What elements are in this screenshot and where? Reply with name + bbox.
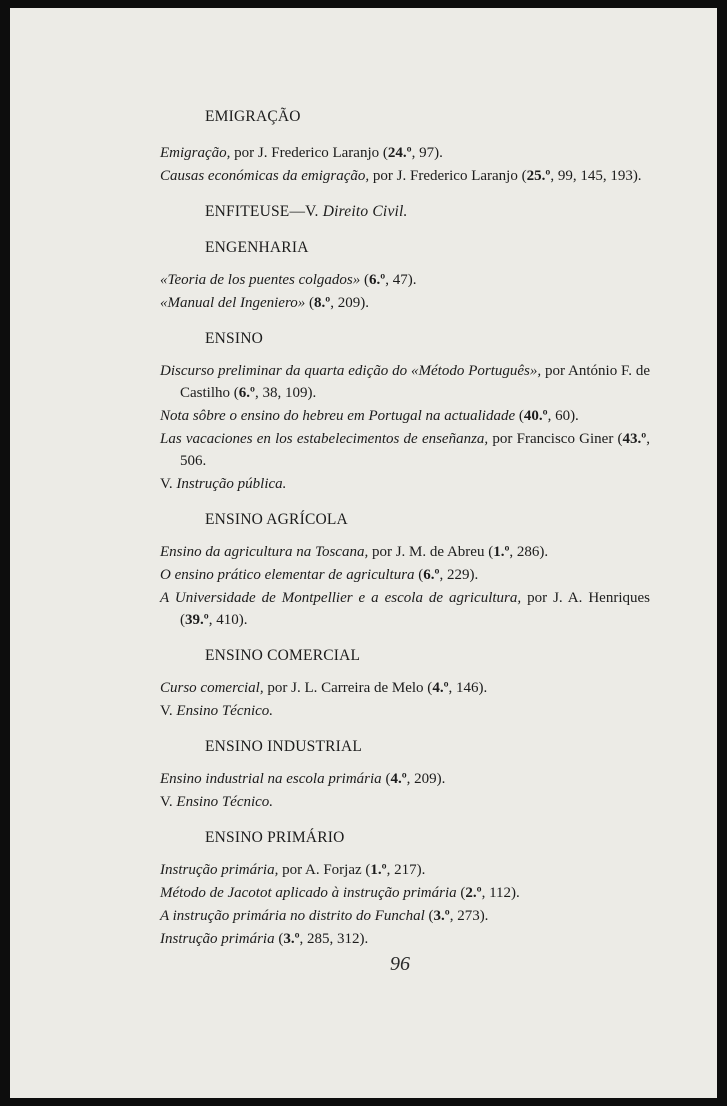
index-content bbox=[160, 106, 650, 951]
entry-volume: 25.º bbox=[526, 168, 551, 184]
index-entry bbox=[160, 165, 650, 187]
entry-pages: , 410). bbox=[208, 612, 248, 628]
entry-author: ( bbox=[456, 885, 466, 901]
entry-volume: 6.º bbox=[423, 567, 440, 583]
entry-author: por Francisco Giner ( bbox=[488, 431, 623, 447]
see-also-ref: Ensino Técnico. bbox=[176, 703, 274, 719]
section-heading bbox=[205, 736, 650, 758]
index-entry bbox=[160, 541, 650, 563]
entry-volume: 40.º bbox=[523, 408, 548, 424]
entry-author: por J. L. Carreira de Melo ( bbox=[263, 680, 433, 696]
section-heading bbox=[205, 509, 650, 531]
index-entry bbox=[160, 587, 650, 631]
entry-pages: , 285, 312). bbox=[299, 931, 369, 947]
entry-pages: , 38, 109). bbox=[254, 385, 317, 401]
entry-volume: 4.º bbox=[432, 680, 449, 696]
entry-author: por António F. de Castilho ( bbox=[180, 363, 650, 401]
entry-volume: 1.º bbox=[493, 544, 510, 560]
section-heading-text: ENSINO COMERCIAL bbox=[205, 647, 361, 664]
entry-author: por J. Frederico Laranjo ( bbox=[369, 168, 527, 184]
section-heading bbox=[205, 645, 650, 667]
entry-title: Método de Jacotot aplicado à instrução primária bbox=[160, 885, 457, 901]
section-heading-text: ENSINO bbox=[205, 330, 264, 347]
entry-volume: 6.º bbox=[369, 272, 386, 288]
see-also-label: V. bbox=[160, 703, 177, 719]
entry-title: O ensino prático elementar de agricultura bbox=[160, 567, 415, 583]
index-entry bbox=[160, 905, 650, 927]
index-entry bbox=[160, 564, 650, 586]
entry-pages: , 273). bbox=[449, 908, 489, 924]
entry-author: ( bbox=[360, 272, 370, 288]
entry-title: Emigração, bbox=[160, 145, 231, 161]
entry-pages: , 99, 145, 193). bbox=[550, 168, 642, 184]
section-heading-text: ENSINO PRIMÁRIO bbox=[205, 829, 345, 846]
entry-author: por J. A. Henriques ( bbox=[180, 590, 650, 628]
entry-volume: 2.º bbox=[465, 885, 482, 901]
entry-author: ( bbox=[424, 908, 434, 924]
section-heading bbox=[205, 328, 650, 350]
section-heading-text: ENGENHARIA bbox=[205, 239, 309, 256]
entry-title: Instrução primária bbox=[160, 931, 275, 947]
index-entry bbox=[160, 700, 650, 722]
entry-author: ( bbox=[381, 771, 391, 787]
entry-title: Curso comercial, bbox=[160, 680, 264, 696]
entry-author: ( bbox=[305, 295, 314, 311]
entry-title: Ensino da agricultura na Toscana, bbox=[160, 544, 369, 560]
entry-pages: , 146). bbox=[448, 680, 488, 696]
entry-title: «Teoria de los puentes colgados» bbox=[160, 272, 361, 288]
section-heading-ref: Direito Civil. bbox=[322, 203, 408, 220]
section-heading-text: ENFITEUSE—V. bbox=[205, 203, 319, 220]
entry-title: Causas económicas da emigração, bbox=[160, 168, 370, 184]
entry-title: Instrução primária, bbox=[160, 862, 279, 878]
entry-pages: , 60). bbox=[547, 408, 579, 424]
entry-title: A instrução primária no distrito do Funchal bbox=[160, 908, 425, 924]
entry-author: por A. Forjaz ( bbox=[278, 862, 371, 878]
section-heading-text: EMIGRAÇÃO bbox=[205, 108, 301, 125]
entry-author: por J. M. de Abreu ( bbox=[368, 544, 494, 560]
index-entry bbox=[160, 882, 650, 904]
index-entry bbox=[160, 859, 650, 881]
index-entry bbox=[160, 360, 650, 404]
entry-volume: 8.º bbox=[314, 295, 331, 311]
section-heading bbox=[205, 106, 650, 128]
index-entry bbox=[160, 928, 650, 950]
index-entry bbox=[160, 142, 650, 164]
entry-pages: , 97). bbox=[411, 145, 443, 161]
entry-author: ( bbox=[414, 567, 424, 583]
index-entry bbox=[160, 791, 650, 813]
entry-author: ( bbox=[274, 931, 284, 947]
entry-pages: , 209). bbox=[406, 771, 446, 787]
index-entry bbox=[160, 269, 650, 291]
entry-pages: , 506. bbox=[180, 431, 650, 469]
see-also-label: V. bbox=[160, 794, 177, 810]
entry-title: Discurso preliminar da quarta edição do «Método Português», bbox=[160, 363, 542, 379]
entry-volume: 43.º bbox=[622, 431, 647, 447]
see-also-ref: Instrução pública. bbox=[176, 476, 287, 492]
entry-title: Las vacaciones en los estabelecimentos de enseñanza, bbox=[160, 431, 489, 447]
entry-volume: 6.º bbox=[238, 385, 255, 401]
entry-title: A Universidade de Montpellier e a escola de agricultura, bbox=[160, 590, 522, 606]
index-entry bbox=[160, 768, 650, 790]
index-entry bbox=[160, 428, 650, 472]
index-entry bbox=[160, 677, 650, 699]
entry-pages: , 112). bbox=[481, 885, 520, 901]
entry-title: Nota sôbre o ensino do hebreu em Portugal na actualidade bbox=[160, 408, 516, 424]
section-heading bbox=[205, 201, 650, 223]
see-also-label: V. bbox=[160, 476, 177, 492]
entry-pages: , 217). bbox=[386, 862, 426, 878]
index-entry bbox=[160, 292, 650, 314]
section-heading-text: ENSINO INDUSTRIAL bbox=[205, 738, 363, 755]
index-entry bbox=[160, 405, 650, 427]
entry-title: «Manual del Ingeniero» bbox=[160, 295, 306, 311]
entry-volume: 24.º bbox=[387, 145, 412, 161]
entry-title: Ensino industrial na escola primária bbox=[160, 771, 382, 787]
page-number: 96 bbox=[390, 953, 410, 975]
entry-pages: , 229). bbox=[439, 567, 479, 583]
book-page bbox=[10, 8, 717, 1098]
entry-volume: 4.º bbox=[390, 771, 407, 787]
entry-author: ( bbox=[515, 408, 524, 424]
entry-author: por J. Frederico Laranjo ( bbox=[230, 145, 388, 161]
entry-pages: , 47). bbox=[385, 272, 417, 288]
entry-volume: 3.º bbox=[433, 908, 450, 924]
section-heading-text: ENSINO AGRÍCOLA bbox=[205, 511, 348, 528]
entry-volume: 1.º bbox=[370, 862, 387, 878]
entry-pages: , 286). bbox=[509, 544, 549, 560]
index-entry bbox=[160, 473, 650, 495]
entry-volume: 39.º bbox=[185, 612, 209, 628]
entry-volume: 3.º bbox=[283, 931, 300, 947]
section-heading bbox=[205, 827, 650, 849]
see-also-ref: Ensino Técnico. bbox=[176, 794, 274, 810]
entry-pages: , 209). bbox=[330, 295, 369, 311]
section-heading bbox=[205, 237, 650, 259]
